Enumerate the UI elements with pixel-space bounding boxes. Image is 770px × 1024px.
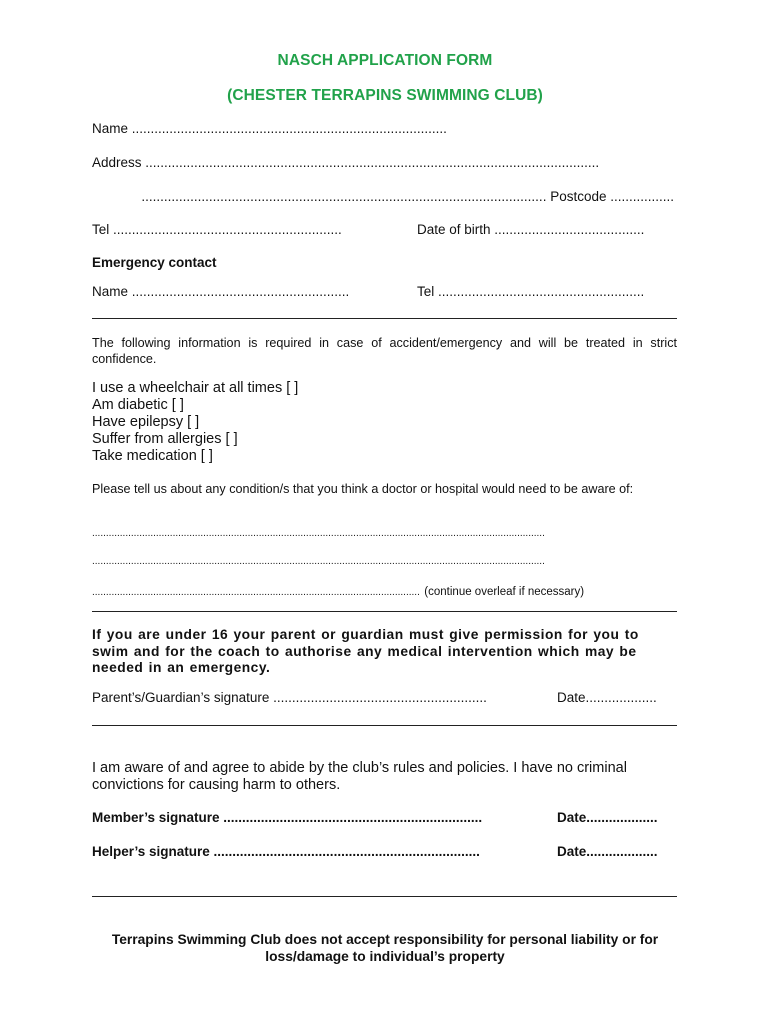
conditions-line-3[interactable] — [92, 582, 584, 600]
condition-epilepsy[interactable]: Have epilepsy [ ] — [92, 414, 200, 430]
divider — [92, 725, 677, 726]
helper-date-field[interactable]: Date................... — [557, 844, 658, 859]
condition-allergies[interactable]: Suffer from allergies [ ] — [92, 431, 238, 447]
emergency-tel-field[interactable]: Tel ....................................................... — [417, 284, 645, 299]
condition-wheelchair[interactable]: I use a wheelchair at all times [ ] — [92, 380, 299, 396]
conditions-prompt: Please tell us about any condition/s that you think a doctor or hospital would need to be aware of: — [92, 482, 634, 496]
emergency-name-field[interactable]: Name .......................................................... — [92, 284, 350, 299]
condition-diabetic[interactable]: Am diabetic [ ] — [92, 397, 184, 413]
guardian-warning: If you are under 16 your parent or guardian must give permission for you to swim and for the coach to authorise any medical intervention which may be needed in an emergency. — [92, 627, 639, 675]
club-name: (CHESTER TERRAPINS SWIMMING CLUB) — [227, 87, 543, 104]
conditions-line-1[interactable]: ................................................................................................................................................................... — [92, 528, 545, 539]
address-field[interactable]: Address ......................................................................................................................... — [92, 155, 600, 170]
member-signature-field[interactable]: Member’s signature ..................................................................... — [92, 810, 483, 825]
tel-field[interactable]: Tel ............................................................. — [92, 222, 342, 237]
divider — [92, 318, 677, 319]
agreement-text: I am aware of and agree to abide by the club’s rules and policies. I have no criminal convictions for causing harm to others. — [92, 760, 627, 793]
medical-intro-text: The following information is required in case of accident/emergency and will be treated in strict confidence. — [92, 336, 677, 366]
form-title: NASCH APPLICATION FORM — [277, 52, 493, 69]
divider — [92, 611, 677, 612]
divider — [92, 896, 677, 897]
guardian-date-field[interactable]: Date................... — [557, 690, 657, 705]
conditions-list — [92, 380, 298, 465]
condition-medication[interactable]: Take medication [ ] — [92, 448, 213, 464]
member-date-field[interactable]: Date................... — [557, 810, 658, 825]
date-of-birth-field[interactable]: Date of birth ........................................ — [417, 222, 645, 237]
address-line2-postcode-field[interactable]: ............................................................................................................ Postcode ................. — [141, 189, 674, 204]
continue-note: (continue overleaf if necessary) — [424, 586, 585, 598]
helper-signature-field[interactable]: Helper’s signature ....................................................................... — [92, 844, 480, 859]
conditions-line-3-dots: ...................................................................................................................... — [92, 587, 420, 598]
footer-disclaimer — [0, 931, 770, 965]
conditions-line-2[interactable]: ................................................................................................................................................................... — [92, 556, 545, 567]
name-field[interactable]: Name .................................................................................... — [92, 121, 447, 136]
disclaimer-text: Terrapins Swimming Club does not accept responsibility for personal liability or for loss/damage to individual’s property — [111, 932, 659, 964]
emergency-contact-heading: Emergency contact — [92, 255, 217, 270]
guardian-signature-field[interactable]: Parent’s/Guardian’s signature ......................................................... — [92, 690, 487, 705]
